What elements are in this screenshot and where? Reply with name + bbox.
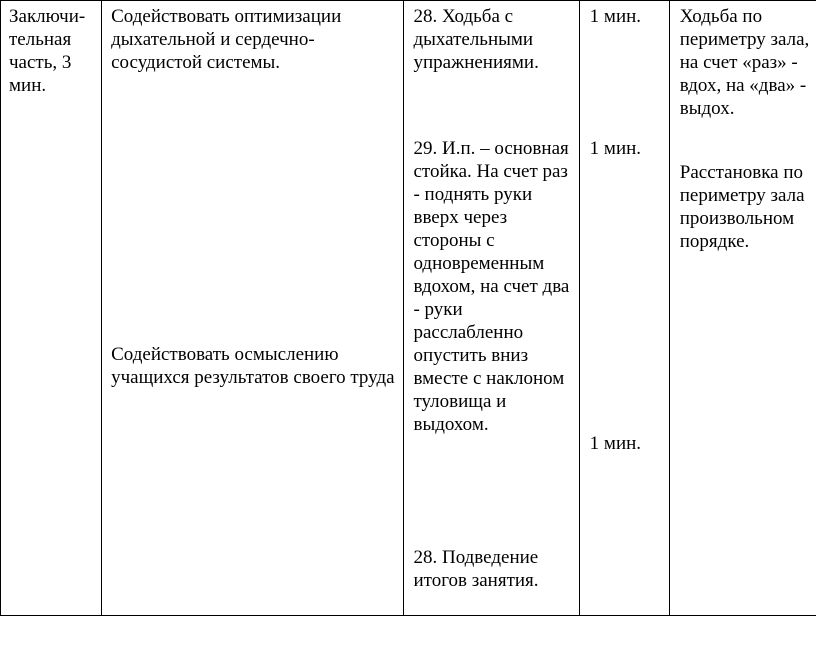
cell-dosage: [579, 1, 669, 616]
dose-text-1: 1 мин.: [589, 6, 642, 27]
cell-goals: [102, 1, 404, 616]
stage-text: Заключи-тельная часть, 3 мин.: [9, 6, 86, 96]
dose-text-2: 1 мин.: [589, 138, 642, 159]
dose-text-3: 1 мин.: [589, 433, 642, 454]
goal-text-1: Содействовать оптимизации дыхательной и сердечно-сосудистой системы.: [111, 6, 342, 73]
table-row: [1, 1, 816, 616]
cell-stage: [1, 1, 102, 616]
cell-exercises: [404, 1, 579, 616]
note-text-1: Ходьба по периметру зала, на счет «раз» - вдох, на «два» - выдох.: [679, 6, 810, 119]
exercise-28-text: 28. Ходьба с дыхательными упражнениями.: [413, 6, 539, 73]
cell-notes: [669, 1, 816, 616]
summary-text: 28. Подведение итогов занятия.: [413, 547, 539, 591]
goal-text-2: Содействовать осмыслению учащихся результатов своего труда: [111, 344, 395, 388]
exercise-29-text: 29. И.п. – основная стойка. На счет раз - поднять руки вверх через стороны с одновременным вдохом, на счет два - руки расслабленно опустить вниз вместе с наклоном туловища и выдохом.: [413, 138, 570, 435]
note-text-2: Расстановка по периметру зала произвольном порядке.: [679, 162, 805, 252]
